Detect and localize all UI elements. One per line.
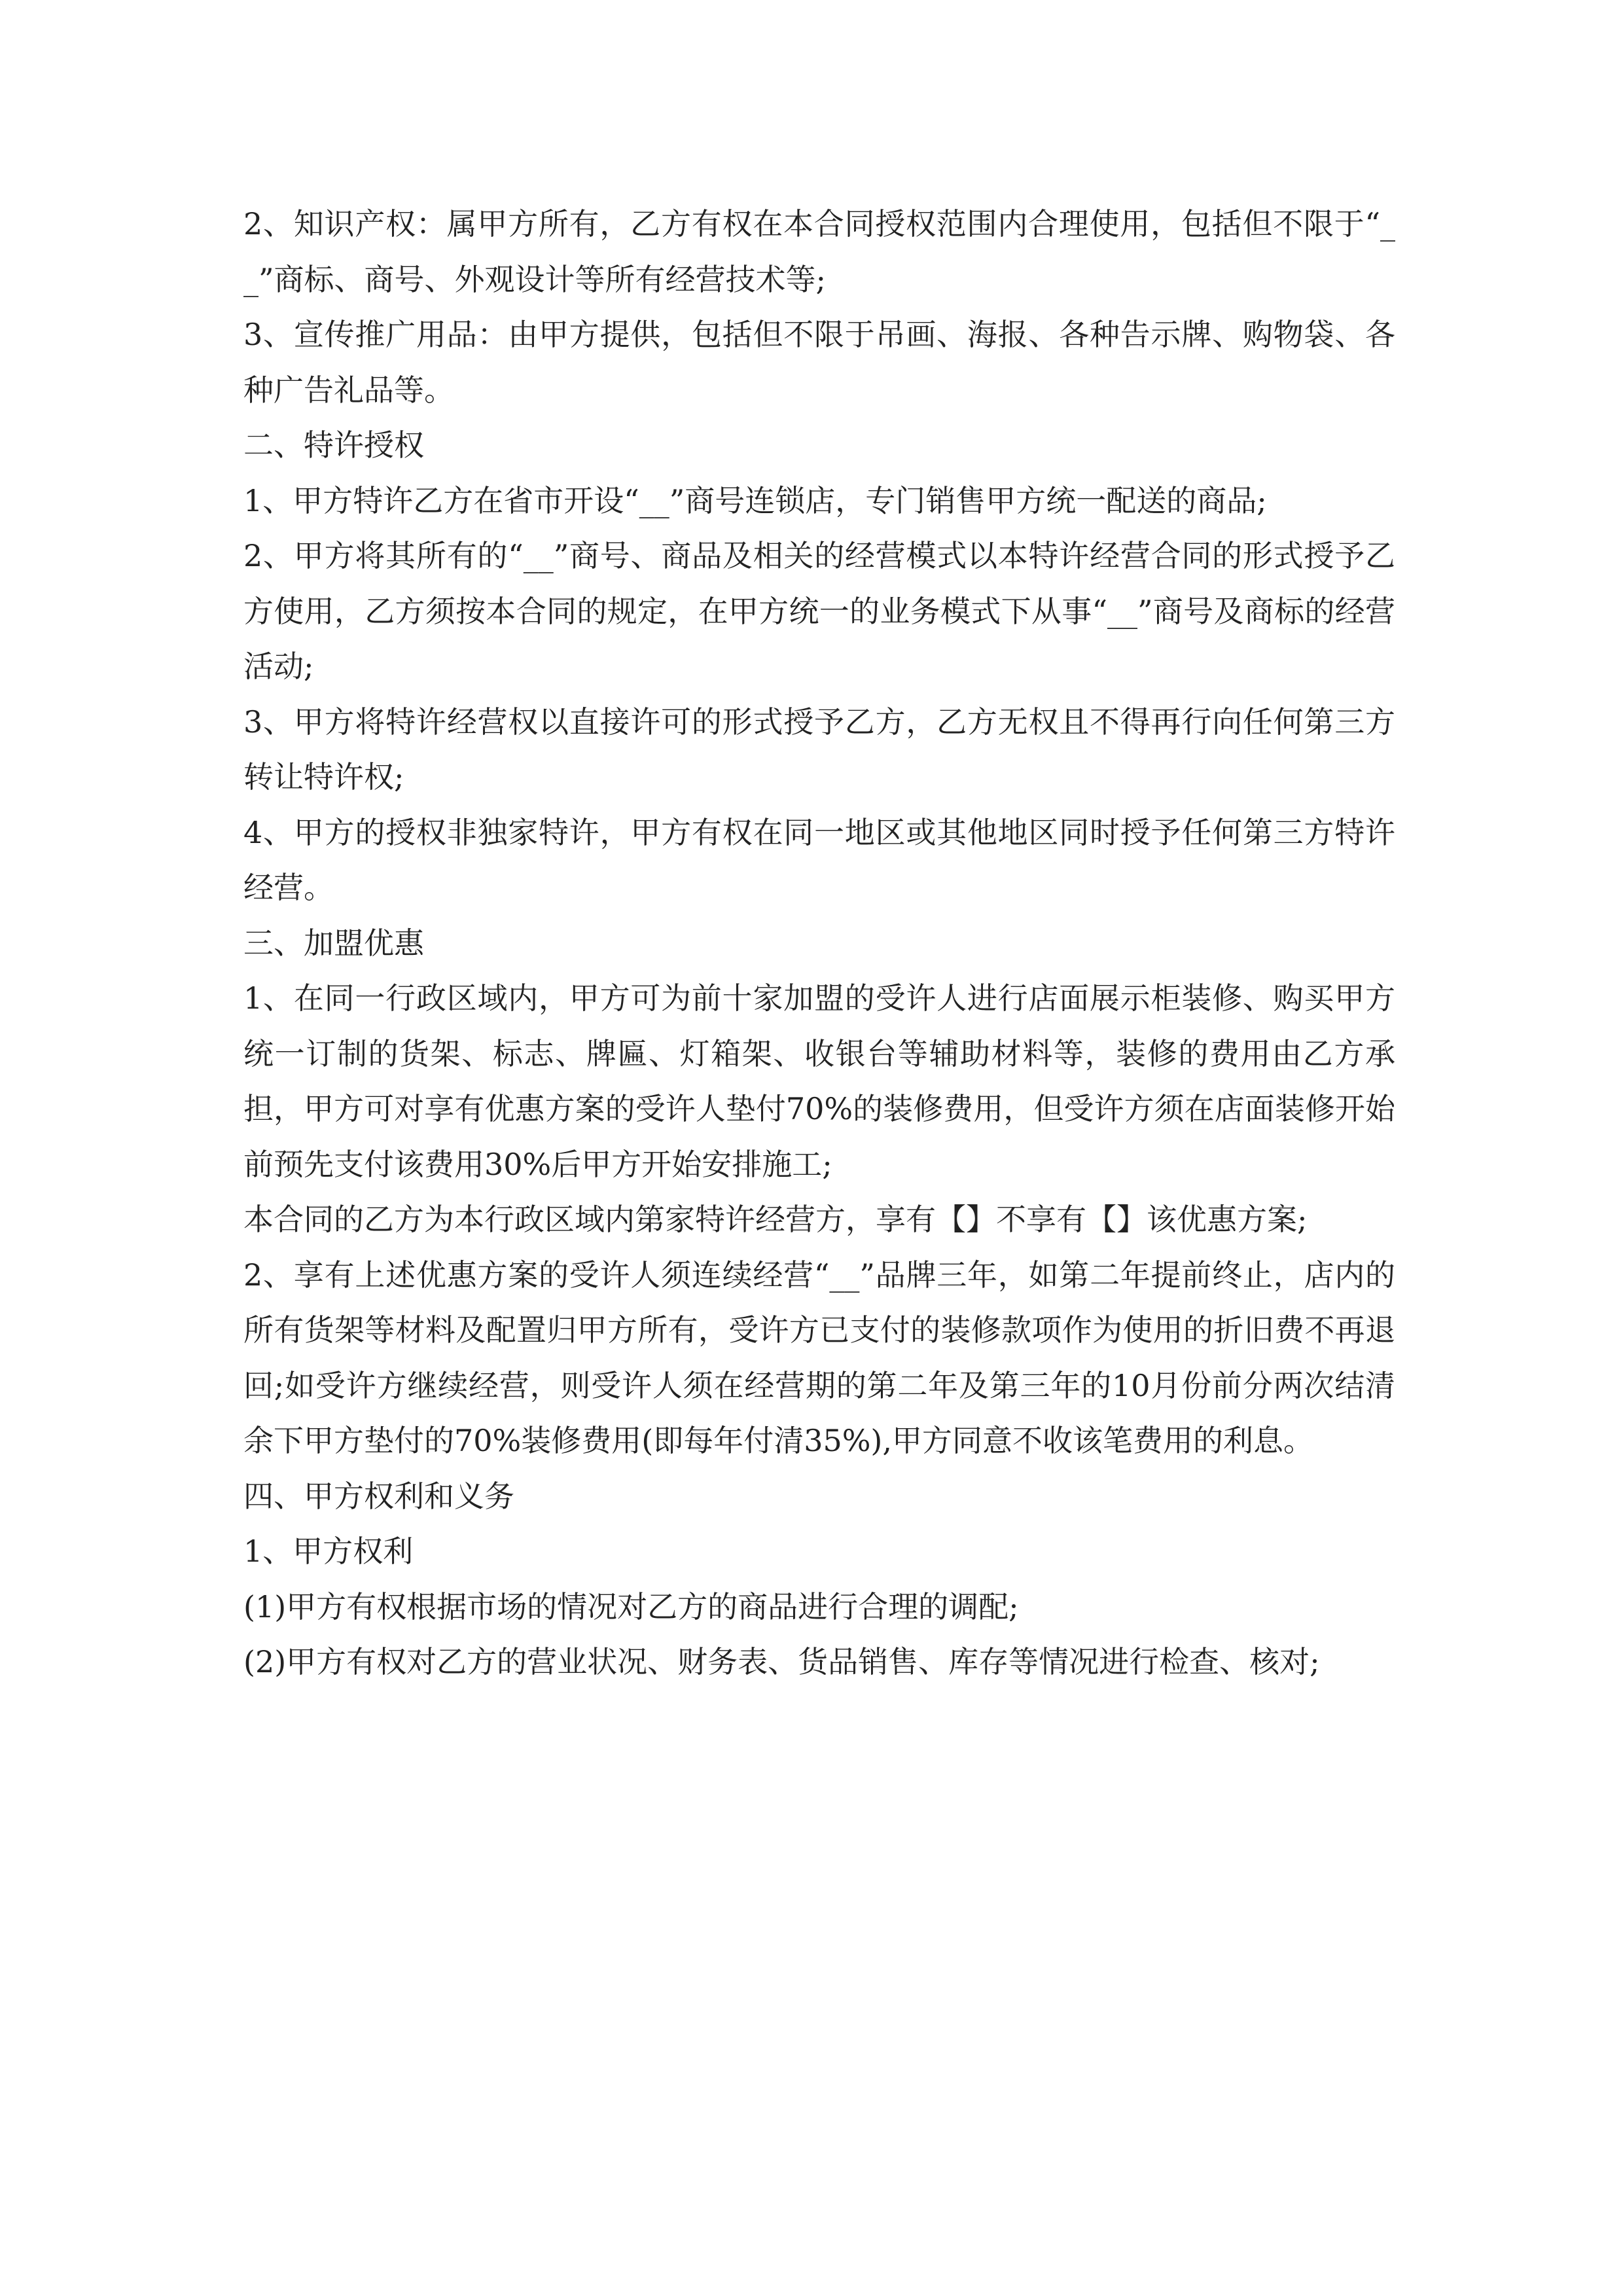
section-heading-franchise-benefits: 三、加盟优惠 bbox=[243, 925, 424, 961]
paragraph-grant-3: 3、甲方将特许经营权以直接许可的形式授予乙方，乙方无权且不得再行向任何第三方转让特许权; bbox=[243, 704, 1395, 795]
paragraph-ip-clause: 2、知识产权：属甲方所有，乙方有权在本合同授权范围内合理使用，包括但不限于“__”商标、商号、外观设计等所有经营技术等; bbox=[243, 206, 1395, 297]
paragraph-grant-4: 4、甲方的授权非独家特许，甲方有权在同一地区或其他地区同时授予任何第三方特许经营。 bbox=[243, 814, 1395, 905]
section-heading-franchise-grant: 二、特许授权 bbox=[243, 427, 424, 463]
paragraph-grant-2: 2、甲方将其所有的“__”商号、商品及相关的经营模式以本特许经营合同的形式授予乙方使用，乙方须按本合同的规定，在甲方统一的业务模式下从事“__”商号及商标的经营活动; bbox=[243, 538, 1395, 684]
paragraph-right-1: (1)甲方有权根据市场的情况对乙方的商品进行合理的调配; bbox=[243, 1588, 1019, 1624]
subheading-party-a-rights: 1、甲方权利 bbox=[243, 1534, 414, 1569]
paragraph-benefit-1: 1、在同一行政区域内，甲方可为前十家加盟的受许人进行店面展示柜装修、购买甲方统一订制的货架、标志、牌匾、灯箱架、收银台等辅助材料等，装修的费用由乙方承担，甲方可对享有优惠方案的受许人垫付70%的装修费用，但受许方须在店面装修开始前预先支付该费用30%后甲方开始安排施工; bbox=[243, 980, 1395, 1182]
paragraph-benefit-2: 2、享有上述优惠方案的受许人须连续经营“__”品牌三年，如第二年提前终止，店内的所有货架等材料及配置归甲方所有，受许方已支付的装修款项作为使用的折旧费不再退回;如受许方继续经营，则受许人须在经营期的第二年及第三年的10月份前分两次结清余下甲方垫付的70%装修费用(即每年付清35%),甲方同意不收该笔费用的利息。 bbox=[243, 1257, 1395, 1458]
paragraph-right-2: (2)甲方有权对乙方的营业状况、财务表、货品销售、库存等情况进行检查、核对; bbox=[243, 1644, 1320, 1679]
paragraph-promo-materials: 3、宣传推广用品：由甲方提供，包括但不限于吊画、海报、各种告示牌、购物袋、各种广告礼品等。 bbox=[243, 317, 1395, 408]
document-body bbox=[243, 196, 1395, 1690]
paragraph-grant-1: 1、甲方特许乙方在省市开设“__”商号连锁店，专门销售甲方统一配送的商品; bbox=[243, 482, 1267, 518]
section-heading-party-a-rights: 四、甲方权利和义务 bbox=[243, 1478, 514, 1514]
paragraph-benefit-eligibility: 本合同的乙方为本行政区域内第家特许经营方，享有【】不享有【】该优惠方案; bbox=[243, 1202, 1308, 1237]
